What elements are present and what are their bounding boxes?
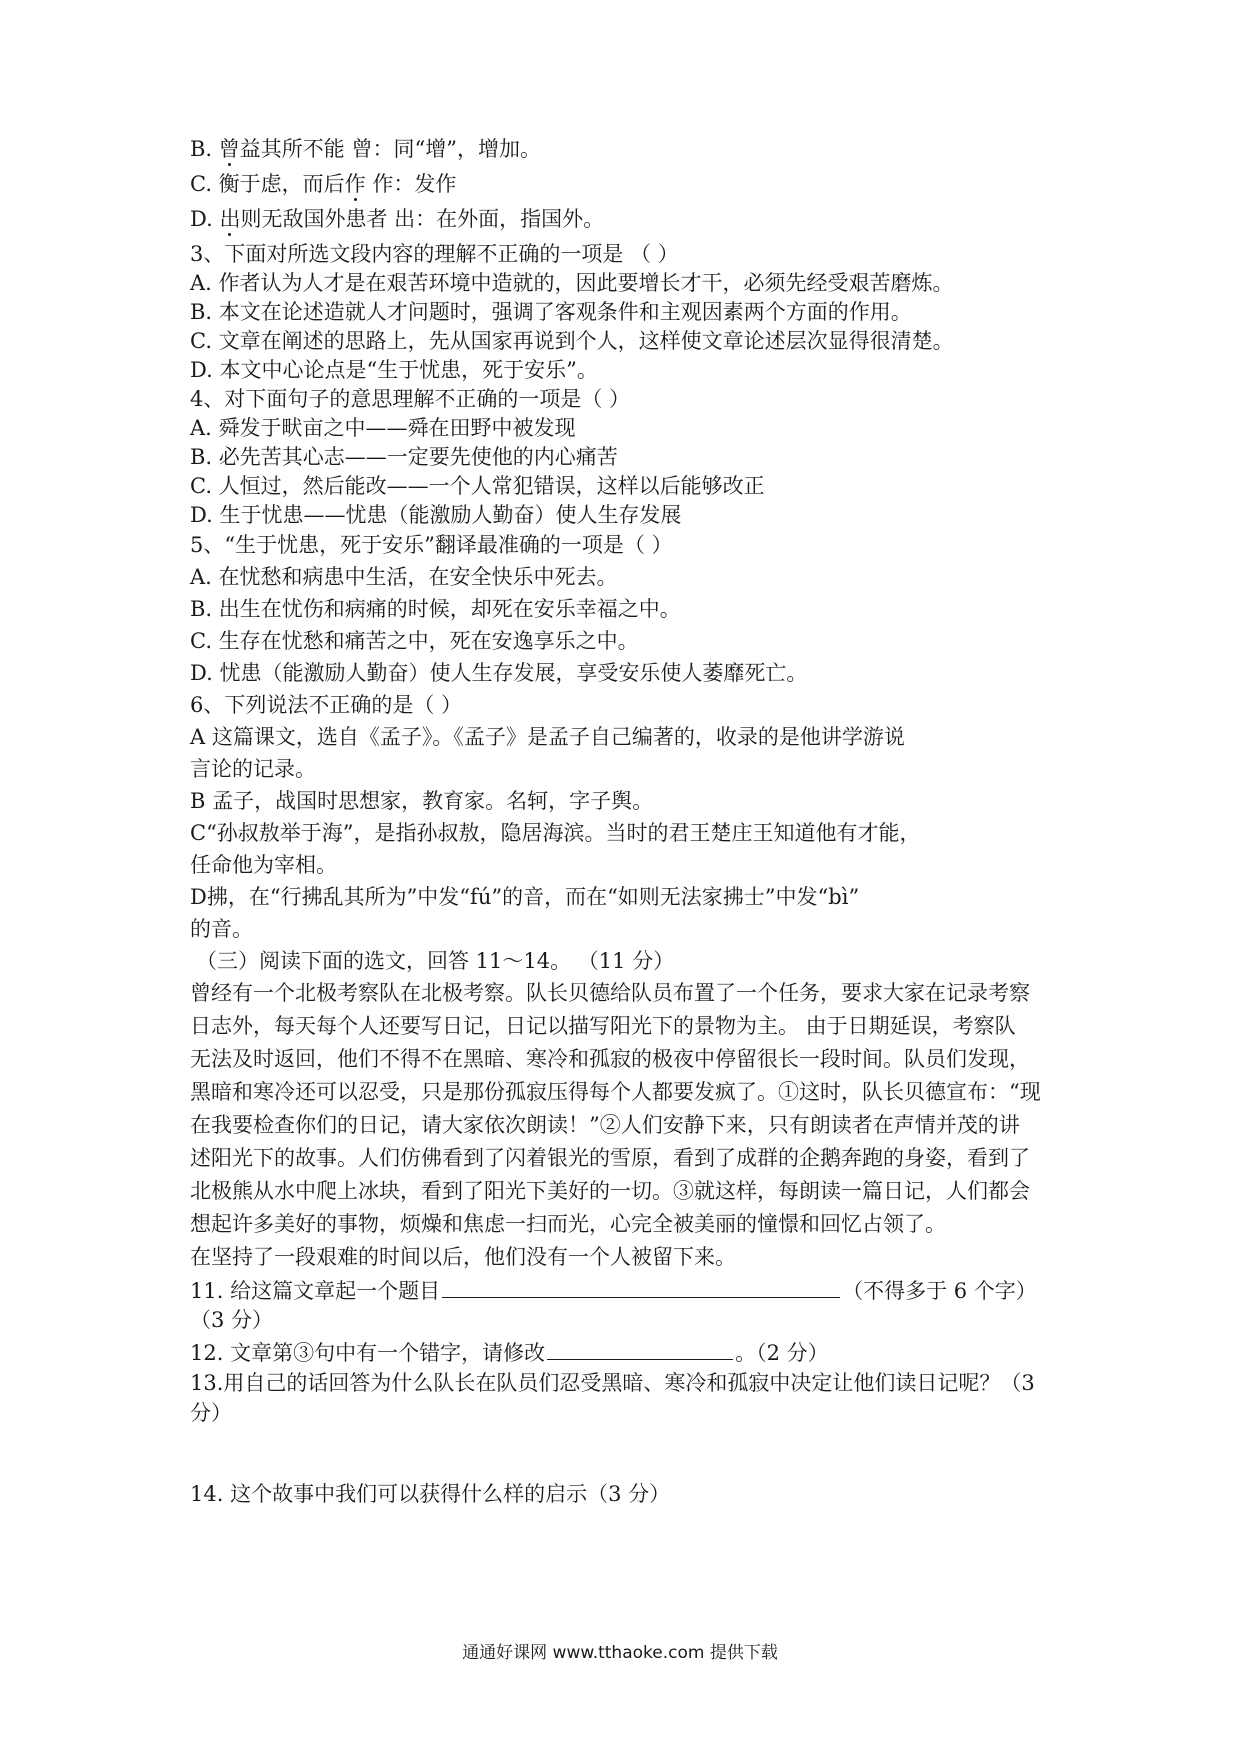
q6-stem: 6、下列说法不正确的是（ ） (190, 693, 463, 717)
q3-option-d: D. 本文中心论点是“生于忧患，死于安乐”。 (190, 358, 598, 382)
q11-answer-blank[interactable] (442, 1275, 840, 1298)
q5-option-d: D. 忧患（能激励人勤奋）使人生存发展，享受安乐使人萎靡死亡。 (190, 661, 808, 685)
q6-option-a: A 这篇课文，选自《孟子》。《孟子》是孟子自己编著的，收录的是他讲学游说 (190, 725, 905, 749)
emphasis-dot-char: 出 (219, 207, 241, 231)
passage-line: 在坚持了一段艰难的时间以后，他们没有一个人被留下来。 (190, 1245, 736, 1269)
q12: 12. 文章第③句中有一个错字，请修改 。（2 分） (190, 1337, 1070, 1368)
q11: 11. 给这篇文章起一个题目 （不得多于 6 个字） (190, 1275, 1070, 1306)
q6-option-d: D拂，在“行拂乱其所为”中发“fú”的音，而在“如则无法家拂士”中发“bì” (190, 885, 860, 909)
emphasis-dot-char: 作 (344, 172, 366, 196)
passage-line: 日志外，每天每个人还要写日记，日记以描写阳光下的景物为主。 由于日期延误，考察队 (190, 1014, 1016, 1038)
q6-option-d-cont: 的音。 (190, 917, 253, 941)
passage-line: 曾经有一个北极考察队在北极考察。队长贝德给队员布置了一个任务，要求大家在记录考察 (190, 981, 1030, 1005)
emphasis-dot-char: 曾 (218, 137, 240, 161)
passage-line: 黑暗和寒冷还可以忍受，只是那份孤寂压得每个人都要发疯了。①这时，队长贝德宣布：“现 (190, 1080, 1041, 1104)
section3-heading: （三）阅读下面的选文，回答 11～14。 （11 分） (196, 949, 675, 973)
q5-option-b: B. 出生在忧伤和病痛的时候，却死在安乐幸福之中。 (190, 597, 681, 621)
q2-option-c: C. 衡于虑，而后作 作：发作 (190, 172, 457, 196)
q14: 14. 这个故事中我们可以获得什么样的启示（3 分） (190, 1482, 671, 1506)
passage-line: 在我要检查你们的日记，请大家依次朗读！”②人们安静下来，只有朗读者在声情并茂的讲 (190, 1113, 1020, 1137)
q6-option-c: C“孙叔敖举于海”，是指孙叔敖，隐居海滨。当时的君王楚庄王知道他有才能， (190, 821, 921, 845)
q6-option-b: B 孟子，战国时思想家，教育家。名轲，字子舆。 (190, 789, 654, 813)
passage-line: 北极熊从水中爬上冰块，看到了阳光下美好的一切。③就这样，每朗读一篇日记，人们都会 (190, 1179, 1030, 1203)
q4-option-c: C. 人恒过，然后能改——一个人常犯错误，这样以后能够改正 (190, 474, 765, 498)
q3-option-a: A. 作者认为人才是在艰苦环境中造就的，因此要增长才干，必须先经受艰苦磨炼。 (190, 271, 954, 295)
q6-option-c-cont: 任命他为宰相。 (190, 853, 337, 877)
passage-line: 想起许多美好的事物，烦燥和焦虑一扫而光，心完全被美丽的憧憬和回忆占领了。 (190, 1212, 946, 1236)
passage-line: 述阳光下的故事。人们仿佛看到了闪着银光的雪原，看到了成群的企鹅奔跑的身姿，看到了 (190, 1146, 1030, 1170)
page-footer: 通通好课网 www.tthaoke.com 提供下载 (462, 1643, 778, 1663)
q4-option-b: B. 必先苦其心志——一定要先使他的内心痛苦 (190, 445, 618, 469)
q2-option-d: D. 出则无敌国外患者 出：在外面，指国外。 (190, 207, 605, 231)
q5-stem: 5、“生于忧患，死于安乐”翻译最准确的一项是（ ） (190, 533, 673, 557)
q13: 13.用自己的话回答为什么队长在队员们忍受黑暗、寒冷和孤寂中决定让他们读日记呢？（3 (190, 1371, 1035, 1395)
q3-option-b: B. 本文在论述造就人才问题时，强调了客观条件和主观因素两个方面的作用。 (190, 300, 912, 324)
q4-option-d: D. 生于忧患——忧患（能激励人勤奋）使人生存发展 (190, 503, 682, 527)
q6-option-a-cont: 言论的记录。 (190, 757, 316, 781)
q4-stem: 4、对下面句子的意思理解不正确的一项是（ ） (190, 387, 631, 411)
q12-answer-blank[interactable] (547, 1337, 733, 1360)
q11-score: （3 分） (190, 1308, 274, 1332)
q4-option-a: A. 舜发于畎亩之中——舜在田野中被发现 (190, 416, 576, 440)
q13-cont: 分） (190, 1401, 232, 1425)
q3-option-c: C. 文章在阐述的思路上，先从国家再说到个人，这样使文章论述层次显得很清楚。 (190, 329, 954, 353)
q2-option-b: B. 曾益其所不能 曾：同“增”，增加。 (190, 137, 541, 161)
q5-option-c: C. 生存在忧愁和痛苦之中，死在安逸享乐之中。 (190, 629, 639, 653)
passage-line: 无法及时返回，他们不得不在黑暗、寒冷和孤寂的极夜中停留很长一段时间。队员们发现， (190, 1047, 1030, 1071)
q3-stem: 3、下面对所选文段内容的理解不正确的一项是 （ ） (190, 242, 679, 266)
q5-option-a: A. 在忧愁和病患中生活，在安全快乐中死去。 (190, 565, 618, 589)
